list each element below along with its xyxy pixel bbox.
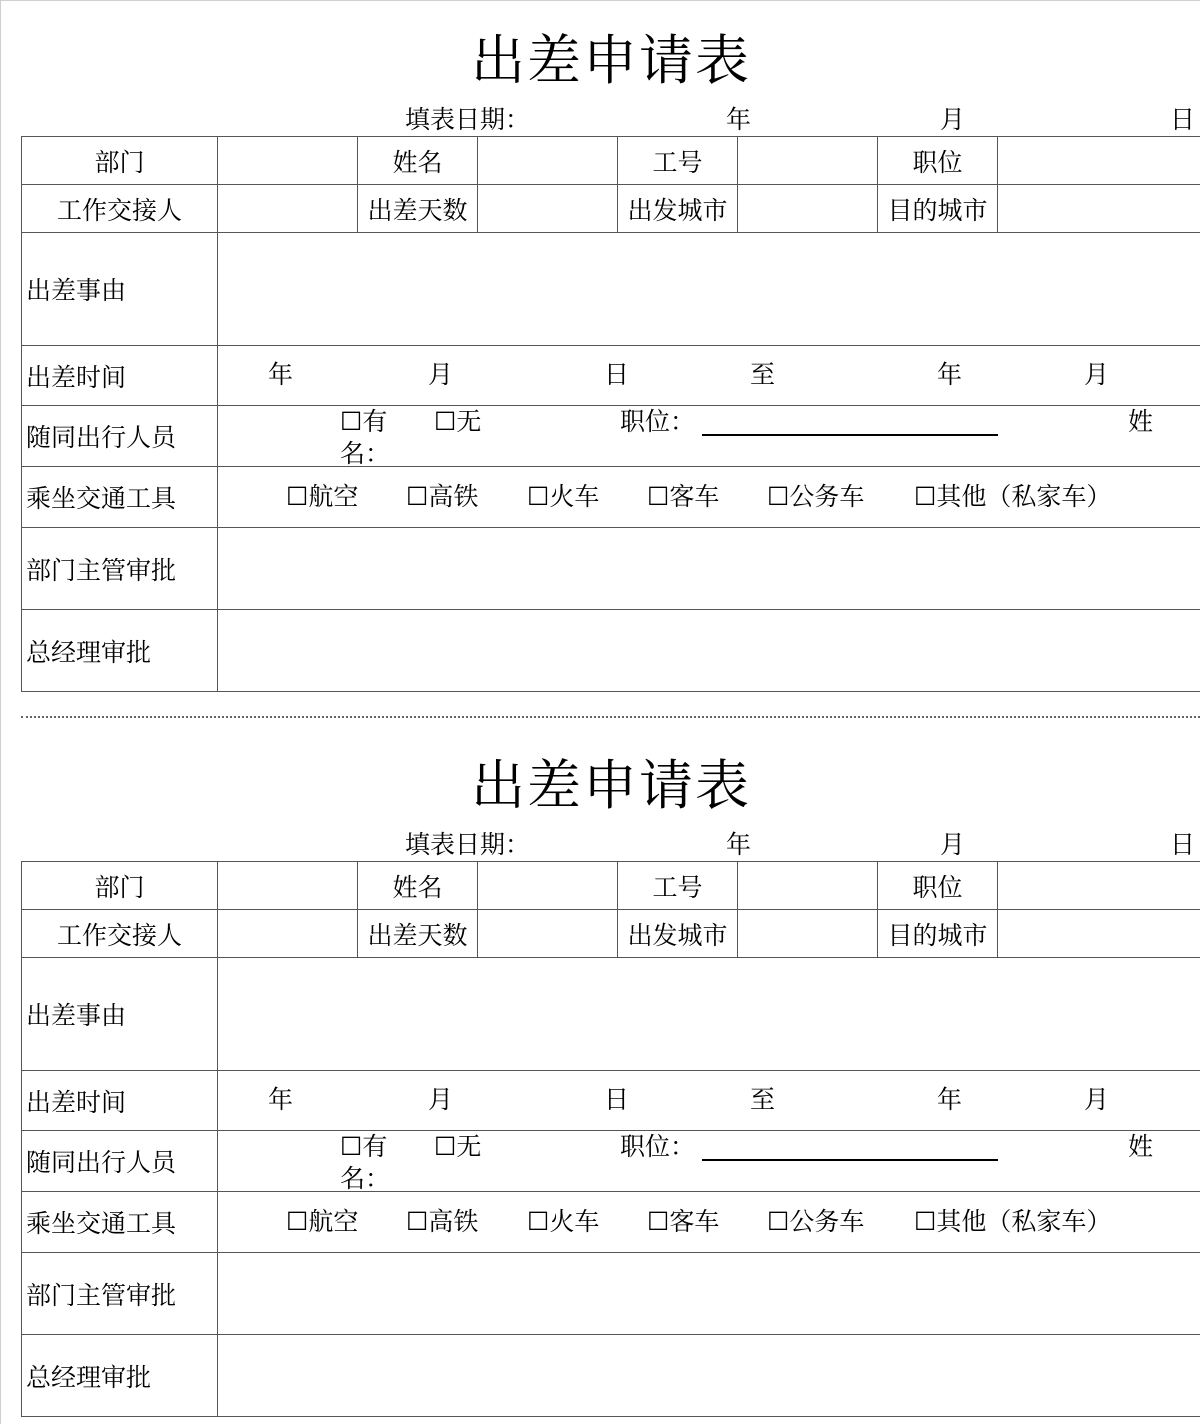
row-reason xyxy=(22,233,1200,346)
position-label: 职位 xyxy=(878,862,998,910)
row-transport xyxy=(22,467,1200,528)
reason-field[interactable] xyxy=(218,233,1200,346)
gm-approval-label: 总经理审批 xyxy=(22,610,218,692)
days-label: 出差天数 xyxy=(358,185,478,233)
dept-label: 部门 xyxy=(22,862,218,910)
dept-field[interactable] xyxy=(218,137,358,185)
companions-yes-checkbox[interactable]: ☐有 xyxy=(340,1133,387,1161)
row-companions xyxy=(22,1131,1200,1192)
transport-label: 乘坐交通工具 xyxy=(22,467,218,528)
reason-label: 出差事由 xyxy=(22,958,218,1071)
companions-yes-checkbox[interactable]: ☐有 xyxy=(340,408,387,436)
dept-approval-field[interactable] xyxy=(218,528,1200,610)
to-city-field[interactable] xyxy=(998,185,1200,233)
gm-approval-label: 总经理审批 xyxy=(22,1335,218,1417)
fill-date-line xyxy=(0,104,1200,136)
form-title: 出差申请表 xyxy=(0,26,1200,96)
time-day-start: 日 xyxy=(604,361,629,389)
fill-date-label: 填表日期： xyxy=(405,829,530,861)
time-year-end: 年 xyxy=(937,361,962,389)
time-month-start: 月 xyxy=(428,1086,453,1114)
companions-position-underline[interactable] xyxy=(702,434,998,436)
days-field[interactable] xyxy=(478,185,618,233)
name-field[interactable] xyxy=(478,862,618,910)
to-city-label: 目的城市 xyxy=(878,185,998,233)
companions-no-checkbox[interactable]: ☐无 xyxy=(434,408,481,436)
fill-date-label: 填表日期： xyxy=(405,104,530,136)
transport-other-checkbox[interactable]: ☐其他（私家车） xyxy=(914,1208,1111,1236)
transport-air-checkbox[interactable]: ☐航空 xyxy=(286,483,358,511)
transport-air-checkbox[interactable]: ☐航空 xyxy=(286,1208,358,1236)
transport-highspeed-rail-checkbox[interactable]: ☐高铁 xyxy=(406,483,478,511)
employee-id-label: 工号 xyxy=(618,137,738,185)
time-label: 出差时间 xyxy=(22,346,218,406)
row-basic-info xyxy=(22,862,1200,910)
fill-date-month: 月 xyxy=(940,829,965,861)
row-companions xyxy=(22,406,1200,467)
handover-field[interactable] xyxy=(218,910,358,958)
employee-id-field[interactable] xyxy=(738,862,878,910)
time-to: 至 xyxy=(750,1086,775,1114)
companions-position-label: 职位： xyxy=(620,408,695,436)
transport-train-checkbox[interactable]: ☐火车 xyxy=(527,483,599,511)
row-trip-info xyxy=(22,185,1200,233)
name-label: 姓名 xyxy=(358,862,478,910)
time-label: 出差时间 xyxy=(22,1071,218,1131)
row-time xyxy=(22,346,1200,406)
row-gm-approval xyxy=(22,1335,1200,1417)
companions-position-label: 职位： xyxy=(620,1133,695,1161)
employee-id-label: 工号 xyxy=(618,862,738,910)
dept-approval-field[interactable] xyxy=(218,1253,1200,1335)
days-label: 出差天数 xyxy=(358,910,478,958)
companions-label: 随同出行人员 xyxy=(22,406,218,467)
row-time xyxy=(22,1071,1200,1131)
travel-request-form-2 xyxy=(0,725,1200,1425)
fill-date-month: 月 xyxy=(940,104,965,136)
time-year-start: 年 xyxy=(268,1086,293,1114)
employee-id-field[interactable] xyxy=(738,137,878,185)
handover-field[interactable] xyxy=(218,185,358,233)
gm-approval-field[interactable] xyxy=(218,610,1200,692)
time-year-end: 年 xyxy=(937,1086,962,1114)
time-to: 至 xyxy=(750,361,775,389)
companions-name-label-part2: 名： xyxy=(340,1165,390,1192)
time-field[interactable] xyxy=(218,1071,1200,1131)
gm-approval-field[interactable] xyxy=(218,1335,1200,1417)
from-city-label: 出发城市 xyxy=(618,910,738,958)
time-day-start: 日 xyxy=(604,1086,629,1114)
row-transport xyxy=(22,1192,1200,1253)
form-title: 出差申请表 xyxy=(0,751,1200,821)
transport-other-checkbox[interactable]: ☐其他（私家车） xyxy=(914,483,1111,511)
handover-label: 工作交接人 xyxy=(22,910,218,958)
fill-date-day: 日 xyxy=(1170,829,1195,861)
fill-date-year: 年 xyxy=(726,104,751,136)
reason-label: 出差事由 xyxy=(22,233,218,346)
time-field[interactable] xyxy=(218,346,1200,406)
time-year-start: 年 xyxy=(268,361,293,389)
handover-label: 工作交接人 xyxy=(22,185,218,233)
transport-official-car-checkbox[interactable]: ☐公务车 xyxy=(767,1208,864,1236)
dept-approval-label: 部门主管审批 xyxy=(22,528,218,610)
to-city-label: 目的城市 xyxy=(878,910,998,958)
travel-request-form-1 xyxy=(0,0,1200,700)
transport-highspeed-rail-checkbox[interactable]: ☐高铁 xyxy=(406,1208,478,1236)
transport-options xyxy=(218,467,1200,528)
form-table xyxy=(21,861,1200,1417)
to-city-field[interactable] xyxy=(998,910,1200,958)
row-dept-approval xyxy=(22,528,1200,610)
position-field[interactable] xyxy=(998,137,1200,185)
time-month-start: 月 xyxy=(428,361,453,389)
fill-date-day: 日 xyxy=(1170,104,1195,136)
transport-options xyxy=(218,1192,1200,1253)
name-label: 姓名 xyxy=(358,137,478,185)
row-trip-info xyxy=(22,910,1200,958)
companions-field xyxy=(218,1131,1200,1192)
fill-date-line xyxy=(0,829,1200,861)
reason-field[interactable] xyxy=(218,958,1200,1071)
row-gm-approval xyxy=(22,610,1200,692)
time-month-end: 月 xyxy=(1084,1086,1109,1114)
dept-label: 部门 xyxy=(22,137,218,185)
companions-name-label-part1: 姓 xyxy=(1128,1133,1153,1161)
companions-name-label-part1: 姓 xyxy=(1128,408,1153,436)
companions-name-label-part2: 名： xyxy=(340,440,390,467)
companions-label: 随同出行人员 xyxy=(22,1131,218,1192)
row-dept-approval xyxy=(22,1253,1200,1335)
row-reason xyxy=(22,958,1200,1071)
name-field[interactable] xyxy=(478,137,618,185)
cut-line-divider xyxy=(21,716,1200,718)
transport-train-checkbox[interactable]: ☐火车 xyxy=(527,1208,599,1236)
transport-bus-checkbox[interactable]: ☐客车 xyxy=(647,483,719,511)
time-month-end: 月 xyxy=(1084,361,1109,389)
position-label: 职位 xyxy=(878,137,998,185)
form-table xyxy=(21,136,1200,692)
companions-field xyxy=(218,406,1200,467)
transport-label: 乘坐交通工具 xyxy=(22,1192,218,1253)
row-basic-info xyxy=(22,137,1200,185)
days-field[interactable] xyxy=(478,910,618,958)
from-city-label: 出发城市 xyxy=(618,185,738,233)
position-field[interactable] xyxy=(998,862,1200,910)
companions-no-checkbox[interactable]: ☐无 xyxy=(434,1133,481,1161)
companions-position-underline[interactable] xyxy=(702,1159,998,1161)
dept-field[interactable] xyxy=(218,862,358,910)
transport-bus-checkbox[interactable]: ☐客车 xyxy=(647,1208,719,1236)
fill-date-year: 年 xyxy=(726,829,751,861)
dept-approval-label: 部门主管审批 xyxy=(22,1253,218,1335)
from-city-field[interactable] xyxy=(738,185,878,233)
transport-official-car-checkbox[interactable]: ☐公务车 xyxy=(767,483,864,511)
from-city-field[interactable] xyxy=(738,910,878,958)
